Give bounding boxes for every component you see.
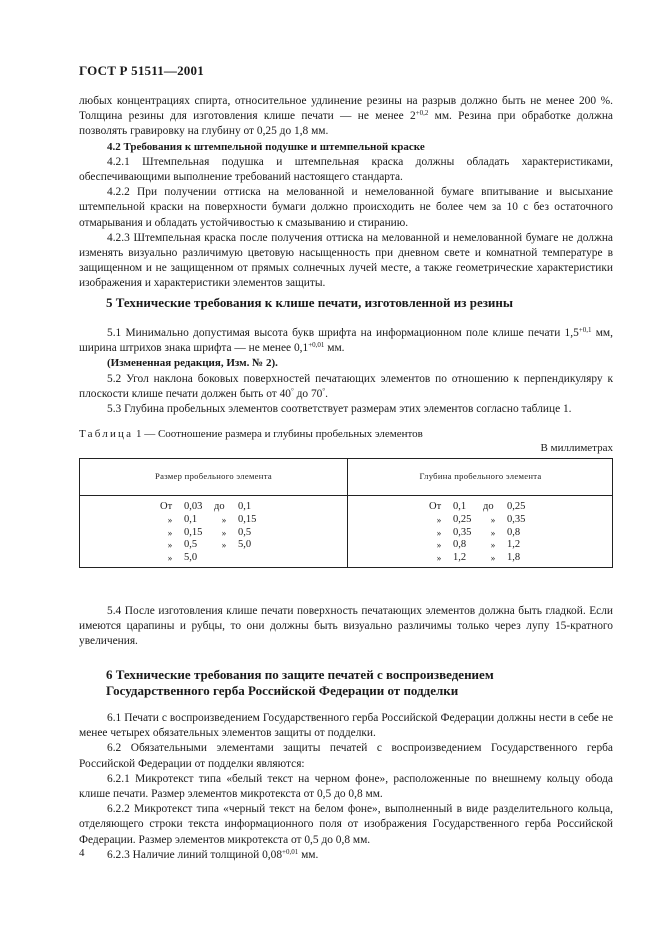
page-number: 4 xyxy=(79,847,85,859)
table-header-size: Размер пробельного элемента xyxy=(155,471,272,481)
table-row xyxy=(429,527,547,540)
section-heading-6-line-1: 6 Технические требования по защите печатей с воспроизведением xyxy=(106,667,494,682)
section-heading-6-line-2: Государственного герба Российской Федерации от подделки xyxy=(106,683,459,698)
table-cell: » xyxy=(490,553,496,564)
table-row xyxy=(429,539,547,552)
table-cell: » xyxy=(436,514,442,525)
text-block-5-4 xyxy=(79,604,613,650)
subsection-heading-4-2: 4.2 Требования к штемпельной подушке и штемпельной краске xyxy=(107,140,425,153)
table-1 xyxy=(79,458,613,568)
paragraph-5-1: 5.1 Минимально допустимая высота букв шрифта на информационном поле клише печати $1,5^{+0,1}$ мм, ширина штрихов знака шрифта — не менее $0,1^{+0,01}$ мм. xyxy=(79,326,613,355)
table-cell: » xyxy=(167,540,173,551)
table-cell: От xyxy=(160,501,173,512)
table-row xyxy=(160,501,278,514)
table-cell: 1,2 xyxy=(507,539,521,551)
table-row xyxy=(429,552,547,565)
table-row xyxy=(429,514,547,527)
table-cell: 0,03 xyxy=(184,501,203,512)
table-cell: 0,1 xyxy=(238,501,252,512)
table-cell: » xyxy=(221,527,227,538)
table-cell: 0,5 xyxy=(238,526,252,538)
table-row xyxy=(160,514,278,527)
table-cell: 0,25 xyxy=(453,513,472,525)
table-column-depth xyxy=(429,501,547,565)
table-cell: » xyxy=(221,540,227,551)
table-cell: 1,2 xyxy=(453,552,467,564)
table-row xyxy=(160,552,278,565)
table-cell xyxy=(238,552,278,565)
table-cell: » xyxy=(436,540,442,551)
table-cell: 0,8 xyxy=(453,539,467,551)
table-header-divider xyxy=(80,495,612,496)
table-row xyxy=(160,539,278,552)
paragraph-4-2-3: 4.2.3 Штемпельная краска после получения оттиска на мелованной и немелованной бумаге не должна изменять визуально различимую цветовую насыщенность при дневном свете и комнатной температуре в защищенном и не защищенном от прямых солнечных лучей месте, а также геометрические характеристики изображения и характеристики элементов защиты. xyxy=(79,231,613,290)
table-row xyxy=(160,527,278,540)
paragraph-6-2-2: 6.2.2 Микротекст типа «черный текст на белом фоне», выполненный в виде разделительного кольца, отделяющего строки текста информационного поля от изображения Государственного герба Российской Федерации. Размер элементов микротекста от 0,5 до 0,8 мм. xyxy=(79,803,613,846)
paragraph-6-2: 6.2 Обязательными элементами защиты печатей с воспроизведением Государственного герба Российской Федерации от подделки являются: xyxy=(79,742,613,770)
paragraph-4-2-1: 4.2.1 Штемпельная подушка и штемпельная краска должны обладать характеристиками, обеспечивающими выполнение требований настоящего стандарта. xyxy=(79,155,613,184)
table-cell: 1,8 xyxy=(507,552,521,564)
table-cell: 0,1 xyxy=(453,501,467,512)
table-cell: 0,8 xyxy=(507,526,521,538)
table-cell: 0,15 xyxy=(184,526,203,538)
table-cell: 0,15 xyxy=(238,513,257,525)
paragraph-5-4: 5.4 После изготовления клише печати поверхность печатающих элементов должна быть гладкой. Если имеются царапины и рубцы, то они должны быть визуально различимы только через лупу 15-кратного увеличения. xyxy=(79,605,613,648)
table-cell: » xyxy=(436,527,442,538)
amendment-note: (Измененная редакция, Изм. № 2). xyxy=(107,357,278,370)
table-cell: 5,0 xyxy=(238,539,252,551)
table-cell: » xyxy=(490,514,496,525)
table-cell: » xyxy=(167,514,173,525)
table-header-depth: Глубина пробельного элемента xyxy=(419,471,542,481)
table-cell: до xyxy=(483,501,494,512)
section-heading-6 xyxy=(106,667,616,699)
table-cell: 0,35 xyxy=(507,513,526,525)
table-cell xyxy=(214,552,238,565)
table-cell: 0,35 xyxy=(453,526,472,538)
table-row xyxy=(429,501,547,514)
paragraph-6-2-3: 6.2.3 Наличие линий толщиной $0,08^{+0,01}$ мм. xyxy=(107,847,319,861)
paragraph-4-2-2: 4.2.2 При получении оттиска на мелованной и немелованной бумаге впитывание и высыхание штемпельной краски на поверхности бумаги должно происходить не более чем за 10 с без остаточного отмарывания и обладать устойчивостью к смазыванию и стиранию. xyxy=(79,186,613,229)
table-cell: 0,25 xyxy=(507,501,526,512)
table-cell: 0,5 xyxy=(184,539,198,551)
page-header-title: ГОСТ Р 51511—2001 xyxy=(79,63,204,78)
text-block-section-5 xyxy=(79,326,613,417)
table-cell: » xyxy=(221,514,227,525)
table-cell: » xyxy=(436,553,442,564)
table-caption: Таблица 1 — Соотношение размера и глубины пробельных элементов xyxy=(79,428,423,440)
text-block-section-4 xyxy=(79,94,613,292)
text-block-section-6 xyxy=(79,711,613,863)
section-heading-5: 5 Технические требования к клише печати, изготовленной из резины xyxy=(106,295,514,310)
table-cell: » xyxy=(490,540,496,551)
table-cell: » xyxy=(490,527,496,538)
table-cell: » xyxy=(167,553,173,564)
paragraph-continuation: любых концентрациях спирта, относительное удлинение резины на разрыв должно быть не менее 200 %. Толщина резины для изготовления клише печати — не менее $2^{+0,2}$ мм. Резина при обработке должна позволять гравировку на глубину от 0,25 до 1,8 мм. xyxy=(79,95,613,138)
table-cell: до xyxy=(214,501,225,512)
paragraph-6-2-1: 6.2.1 Микротекст типа «белый текст на черном фоне», расположенные по внешнему кольцу обода клише печати. Размер элементов микротекста от 0,5 до 0,8 мм. xyxy=(79,772,613,801)
paragraph-5-3: 5.3 Глубина пробельных элементов соответствует размерам этих элементов согласно таблице 1. xyxy=(107,403,572,416)
table-units: В миллиметрах xyxy=(540,442,613,454)
paragraph-6-1: 6.1 Печати с воспроизведением Государственного герба Российской Федерации должны нести в себе не менее четырех обязательных элементов защиты от подделки. xyxy=(79,712,613,740)
table-cell: От xyxy=(429,501,442,512)
table-cell: 0,1 xyxy=(184,513,198,525)
table-column-size xyxy=(160,501,278,565)
paragraph-5-2: 5.2 Угол наклона боковых поверхностей печатающих элементов по отношению к перпендикуляру к плоскости клише печати должен быть от 40° до 70°. xyxy=(79,372,613,400)
table-cell: 5,0 xyxy=(184,552,198,564)
table-cell: » xyxy=(167,527,173,538)
